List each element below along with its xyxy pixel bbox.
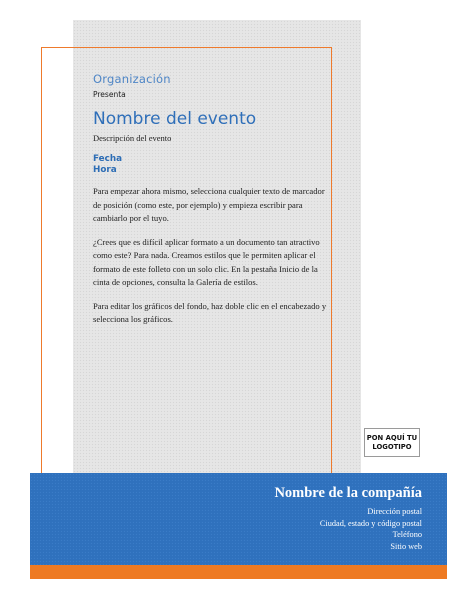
- body-paragraph[interactable]: Para editar los gráficos del fondo, haz doble clic en el encabezado y selecciona los gráficos.: [93, 300, 327, 324]
- event-description[interactable]: Descripción del evento: [93, 133, 172, 143]
- company-info: [274, 485, 422, 552]
- logo-placeholder[interactable]: [364, 428, 420, 457]
- company-city-state-zip[interactable]: Ciudad, estado y código postal: [319, 518, 422, 528]
- event-time[interactable]: Hora: [93, 165, 117, 175]
- footer-orange-bar: [30, 565, 447, 579]
- logo-placeholder-label: PON AQUÍ TU LOGOTIPO: [366, 433, 418, 451]
- flyer-content: [93, 72, 331, 327]
- company-phone[interactable]: Teléfono: [392, 530, 422, 539]
- body-paragraph[interactable]: Para empezar ahora mismo, selecciona cualquier texto de marcador de posición (como este, por ejemplo) y empieza escribir para cambiarlo por el tuyo.: [93, 186, 325, 223]
- body-paragraph[interactable]: ¿Crees que es difícil aplicar formato a un documento tan atractivo como este? Para nada. Creamos estilos que le permiten aplicar el formato de este folleto con un solo clic. En la pestaña Inicio de la cinta de opciones, consulta la Galería de estilos.: [93, 236, 320, 287]
- company-website[interactable]: Sitio web: [390, 541, 422, 551]
- company-address[interactable]: Dirección postal: [367, 507, 422, 516]
- organization-name[interactable]: Organización: [93, 72, 171, 86]
- presents-label[interactable]: Presenta: [93, 90, 126, 99]
- event-title[interactable]: Nombre del evento: [93, 109, 257, 129]
- company-name[interactable]: Nombre de la compañía: [274, 485, 422, 501]
- event-date[interactable]: Fecha: [93, 154, 123, 164]
